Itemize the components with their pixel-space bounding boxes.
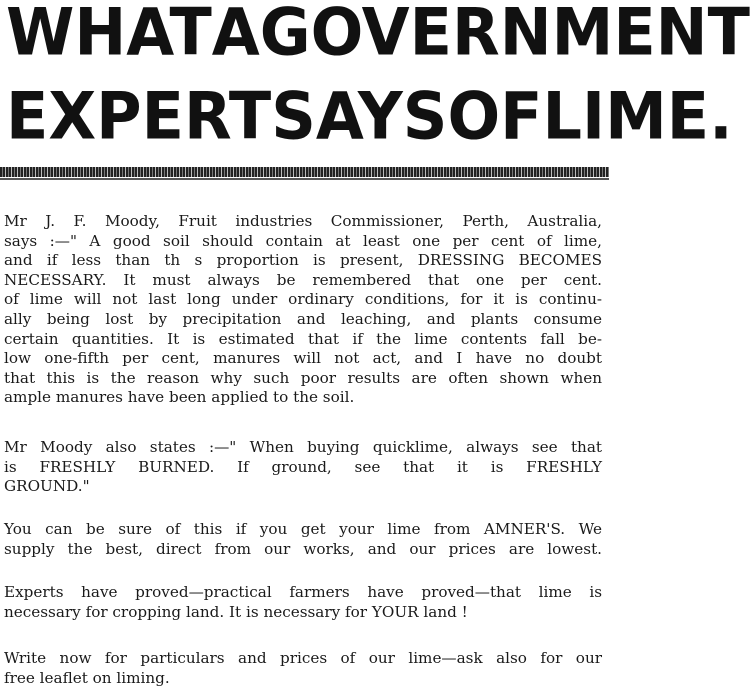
paragraph-experts-proved xyxy=(4,583,602,622)
text-line: You can be sure of this if you get your lime from AMNER'S. We xyxy=(4,520,602,538)
paragraph-amners-offer xyxy=(4,520,602,559)
headline-line-2 xyxy=(6,77,733,155)
text-line: supply the best, direct from our works, and our prices are lowest. xyxy=(4,539,602,558)
paragraph-moody-quote xyxy=(4,212,602,408)
text-line: that this is the reason why such poor results are often shown when xyxy=(4,368,602,387)
paragraph-write-now xyxy=(4,649,602,688)
text-line: and if less than th s proportion is present, DRESSING BECOMES xyxy=(4,251,602,270)
text-line: ample manures have been applied to the soil. xyxy=(4,388,355,407)
headline-word: OF xyxy=(447,77,543,155)
text-line: low one-fifth per cent, manures will not act, and I have no doubt xyxy=(4,349,602,368)
text-line: Experts have proved—practical farmers have proved—that lime is xyxy=(4,583,602,601)
headline-word: EXPERT xyxy=(6,77,272,155)
decorative-rule xyxy=(0,167,609,177)
headline-word: LIME. xyxy=(542,77,733,155)
text-line: certain quantities. It is estimated that if the lime contents fall be- xyxy=(4,329,602,348)
headline-word: GOVERNMENT xyxy=(259,0,750,71)
text-line: Mr J. F. Moody, Fruit industries Commissioner, Perth, Australia, xyxy=(4,212,602,230)
text-line: Write now for particulars and prices of our lime—ask also for our xyxy=(4,649,602,667)
text-line: says :—" A good soil should contain at least one per cent of lime, xyxy=(4,231,602,250)
headline-word: SAYS xyxy=(271,77,448,155)
text-line: Mr Moody also states :—" When buying quicklime, always see that xyxy=(4,438,602,456)
text-line: of lime will not last long under ordinary conditions, for it is continu- xyxy=(4,290,602,309)
text-line: NECESSARY. It must always be remembered that one per cent. xyxy=(4,270,602,289)
divider-line xyxy=(0,178,609,180)
text-line: GROUND." xyxy=(4,477,90,496)
text-line: free leaflet on liming. xyxy=(4,668,170,687)
text-line: necessary for cropping land. It is necessary for YOUR land ! xyxy=(4,602,468,621)
headline-word: A xyxy=(211,0,260,71)
paragraph-quicklime-advice xyxy=(4,438,602,497)
headline-word: WHAT xyxy=(6,0,212,71)
headline-line-1 xyxy=(6,0,750,71)
text-line: is FRESHLY BURNED. If ground, see that it is FRESHLY xyxy=(4,457,602,476)
text-line: ally being lost by precipitation and leaching, and plants consume xyxy=(4,309,602,328)
